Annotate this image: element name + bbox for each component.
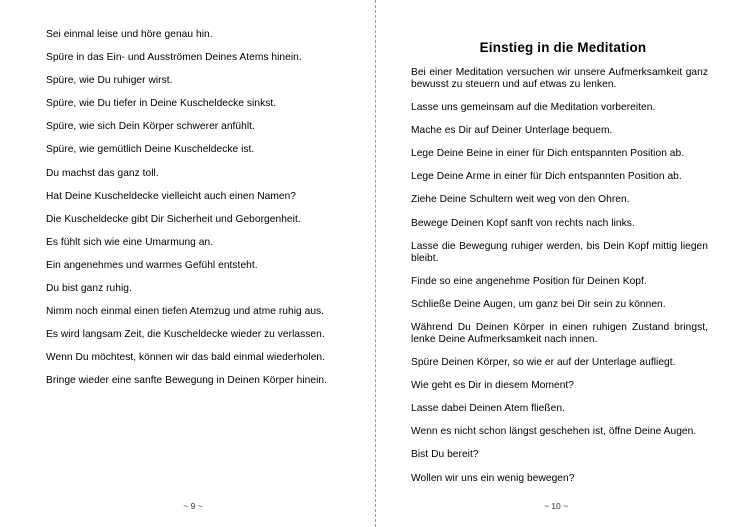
left-page [0, 0, 374, 527]
text-line: Hat Deine Kuscheldecke vielleicht auch einen Namen? [46, 190, 297, 202]
page-number-right: ~ 10 ~ [543, 501, 569, 511]
text-line: Wenn es nicht schon längst geschehen ist, öffne Deine Augen. [411, 426, 697, 438]
text-line: Während Du Deinen Körper in einen ruhigen Zustand bringst, lenke Deine Aufmerksamkeit nach innen. [411, 321, 708, 345]
text-line: Du bist ganz ruhig. [46, 283, 132, 295]
text-line: Lasse die Bewegung ruhiger werden, bis Dein Kopf mittig liegen bleibt. [411, 240, 708, 264]
text-line: Ziehe Deine Schultern weit weg von den Ohren. [411, 194, 630, 206]
right-page [376, 0, 750, 527]
text-line: Die Kuscheldecke gibt Dir Sicherheit und Geborgenheit. [46, 213, 301, 225]
text-line: Nimm noch einmal einen tiefen Atemzug und atme ruhig aus. [46, 306, 325, 318]
text-line: Lasse dabei Deinen Atem fließen. [411, 403, 565, 415]
text-line: Lasse uns gemeinsam auf die Meditation vorbereiten. [411, 102, 656, 114]
text-line: Lege Deine Arme in einer für Dich entspannten Position ab. [411, 171, 682, 183]
text-line: Spüre, wie gemütlich Deine Kuscheldecke ist. [46, 144, 255, 156]
text-line: Wenn Du möchtest, können wir das bald einmal wiederholen. [46, 352, 326, 364]
text-line: Bewege Deinen Kopf sanft von rechts nach links. [411, 217, 635, 229]
text-line: Spüre, wie Du ruhiger wirst. [46, 75, 173, 87]
text-line: Wie geht es Dir in diesem Moment? [411, 380, 575, 392]
left-page-text [46, 29, 336, 399]
right-page-text [411, 67, 708, 496]
text-line: Es wird langsam Zeit, die Kuscheldecke wieder zu verlassen. [46, 329, 325, 341]
text-line: Lege Deine Beine in einer für Dich entspannten Position ab. [411, 148, 685, 160]
text-line: Du machst das ganz toll. [46, 167, 159, 179]
text-line: Spüre, wie Du tiefer in Deine Kuscheldecke sinkst. [46, 98, 277, 110]
page-title: Einstieg in die Meditation [479, 40, 647, 55]
text-line: Mache es Dir auf Deiner Unterlage bequem. [411, 125, 613, 137]
text-line: Bringe wieder eine sanfte Bewegung in Deinen Körper hinein. [46, 375, 328, 387]
text-line: Bei einer Meditation versuchen wir unsere Aufmerksamkeit ganz bewusst zu steuern und auf etwas zu lenken. [411, 67, 708, 90]
page-number-left: ~ 9 ~ [183, 501, 203, 511]
text-line: Finde so eine angenehme Position für Deinen Kopf. [411, 275, 647, 287]
text-line: Bist Du bereit? [411, 449, 479, 461]
text-line: Es fühlt sich wie eine Umarmung an. [46, 236, 214, 248]
text-line: Sei einmal leise und höre genau hin. [46, 29, 213, 40]
text-line: Spüre, wie sich Dein Körper schwerer anfühlt. [46, 121, 255, 133]
text-line: Ein angenehmes und warmes Gefühl entsteht. [46, 259, 258, 271]
text-line: Wollen wir uns ein wenig bewegen? [411, 472, 575, 484]
text-line: Schließe Deine Augen, um ganz bei Dir sein zu können. [411, 298, 666, 310]
text-line: Spüre in das Ein- und Ausströmen Deines Atems hinein. [46, 52, 302, 64]
text-line: Spüre Deinen Körper, so wie er auf der Unterlage aufliegt. [411, 357, 676, 369]
